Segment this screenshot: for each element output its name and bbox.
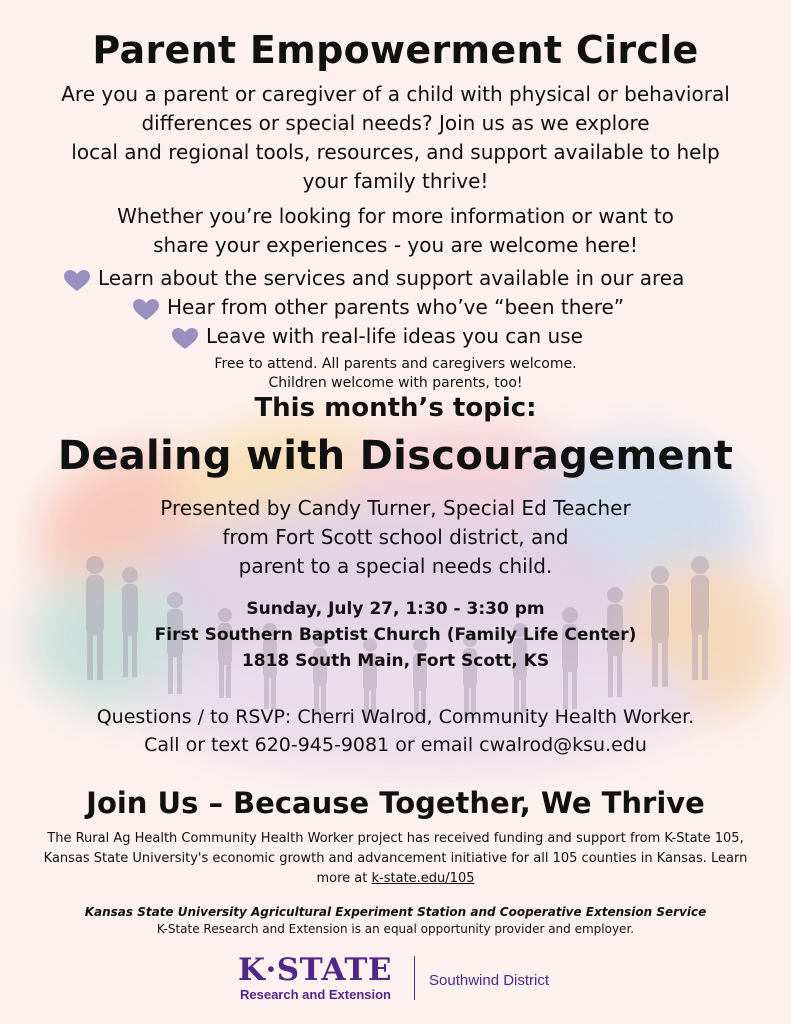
research-extension-wordmark: Research and Extension	[240, 987, 391, 1002]
logo-divider	[414, 956, 415, 1000]
topic-title: Dealing with Discouragement	[57, 433, 734, 479]
presenter-line: Presented by Candy Turner, Special Ed Teacher	[160, 496, 631, 520]
benefit-text: Leave with real-life ideas you can use	[206, 324, 583, 348]
presenter-info	[80, 494, 711, 581]
join-heading: Join Us – Because Together, We Thrive	[86, 786, 705, 820]
free-line: Free to attend. All parents and caregivers welcome.	[214, 356, 577, 372]
heart-icon	[133, 299, 159, 321]
presenter-line: parent to a special needs child.	[238, 554, 553, 578]
topic-label: This month’s topic:	[254, 393, 537, 423]
presenter-line: from Fort Scott school district, and	[222, 525, 569, 549]
heart-icon	[172, 328, 198, 350]
intro-line: local and regional tools, resources, and support available to help	[71, 140, 720, 164]
rsvp-line: Questions / to RSVP: Cherri Walrod, Community Health Worker.	[96, 706, 695, 728]
equal-opportunity-statement: K-State Research and Extension is an equal opportunity provider and employer.	[156, 922, 635, 936]
benefit-text: Hear from other parents who’ve “been there”	[167, 295, 625, 319]
event-details	[0, 596, 791, 674]
kstate-logo	[238, 952, 568, 1004]
event-date-time: Sunday, July 27, 1:30 - 3:30 pm	[246, 599, 545, 619]
funding-statement	[25, 829, 766, 889]
benefit-item	[172, 322, 583, 351]
benefit-text: Learn about the services and support available in our area	[98, 266, 685, 290]
intro-line: differences or special needs? Join us as we explore	[141, 111, 650, 135]
welcome-line: Whether you’re looking for more information or want to	[117, 204, 674, 228]
intro-line: Are you a parent or caregiver of a child with physical or behavioral	[61, 82, 730, 106]
district-name: Southwind District	[429, 972, 550, 989]
funding-text: The Rural Ag Health Community Health Worker project has received funding and support from K-State 105, Kansas State University's economic growth and advancement initiative for all 105 counties in Kansas. Learn more at	[43, 831, 748, 886]
welcome-paragraph	[40, 202, 751, 260]
intro-line: your family thrive!	[302, 169, 489, 193]
contact-line: Call or text 620-945-9081 or email cwalrod@ksu.edu	[144, 734, 647, 756]
heart-icon	[64, 270, 90, 292]
intro-paragraph	[30, 80, 761, 196]
children-line: Children welcome with parents, too!	[268, 375, 523, 391]
kstate-105-link[interactable]: k-state.edu/105	[371, 871, 475, 886]
welcome-line: share your experiences - you are welcome here!	[153, 233, 638, 257]
flyer-title: Parent Empowerment Circle	[92, 28, 699, 72]
benefit-item	[133, 293, 624, 322]
rsvp-contact	[20, 703, 771, 759]
benefit-item	[64, 264, 684, 293]
event-address: 1818 South Main, Fort Scott, KS	[241, 651, 550, 671]
attendance-note	[0, 355, 791, 393]
extension-service-line: Kansas State University Agricultural Experiment Station and Cooperative Extension Service	[84, 905, 707, 919]
kstate-wordmark: K·STATE	[238, 952, 393, 988]
event-venue: First Southern Baptist Church (Family Life Center)	[154, 625, 637, 645]
